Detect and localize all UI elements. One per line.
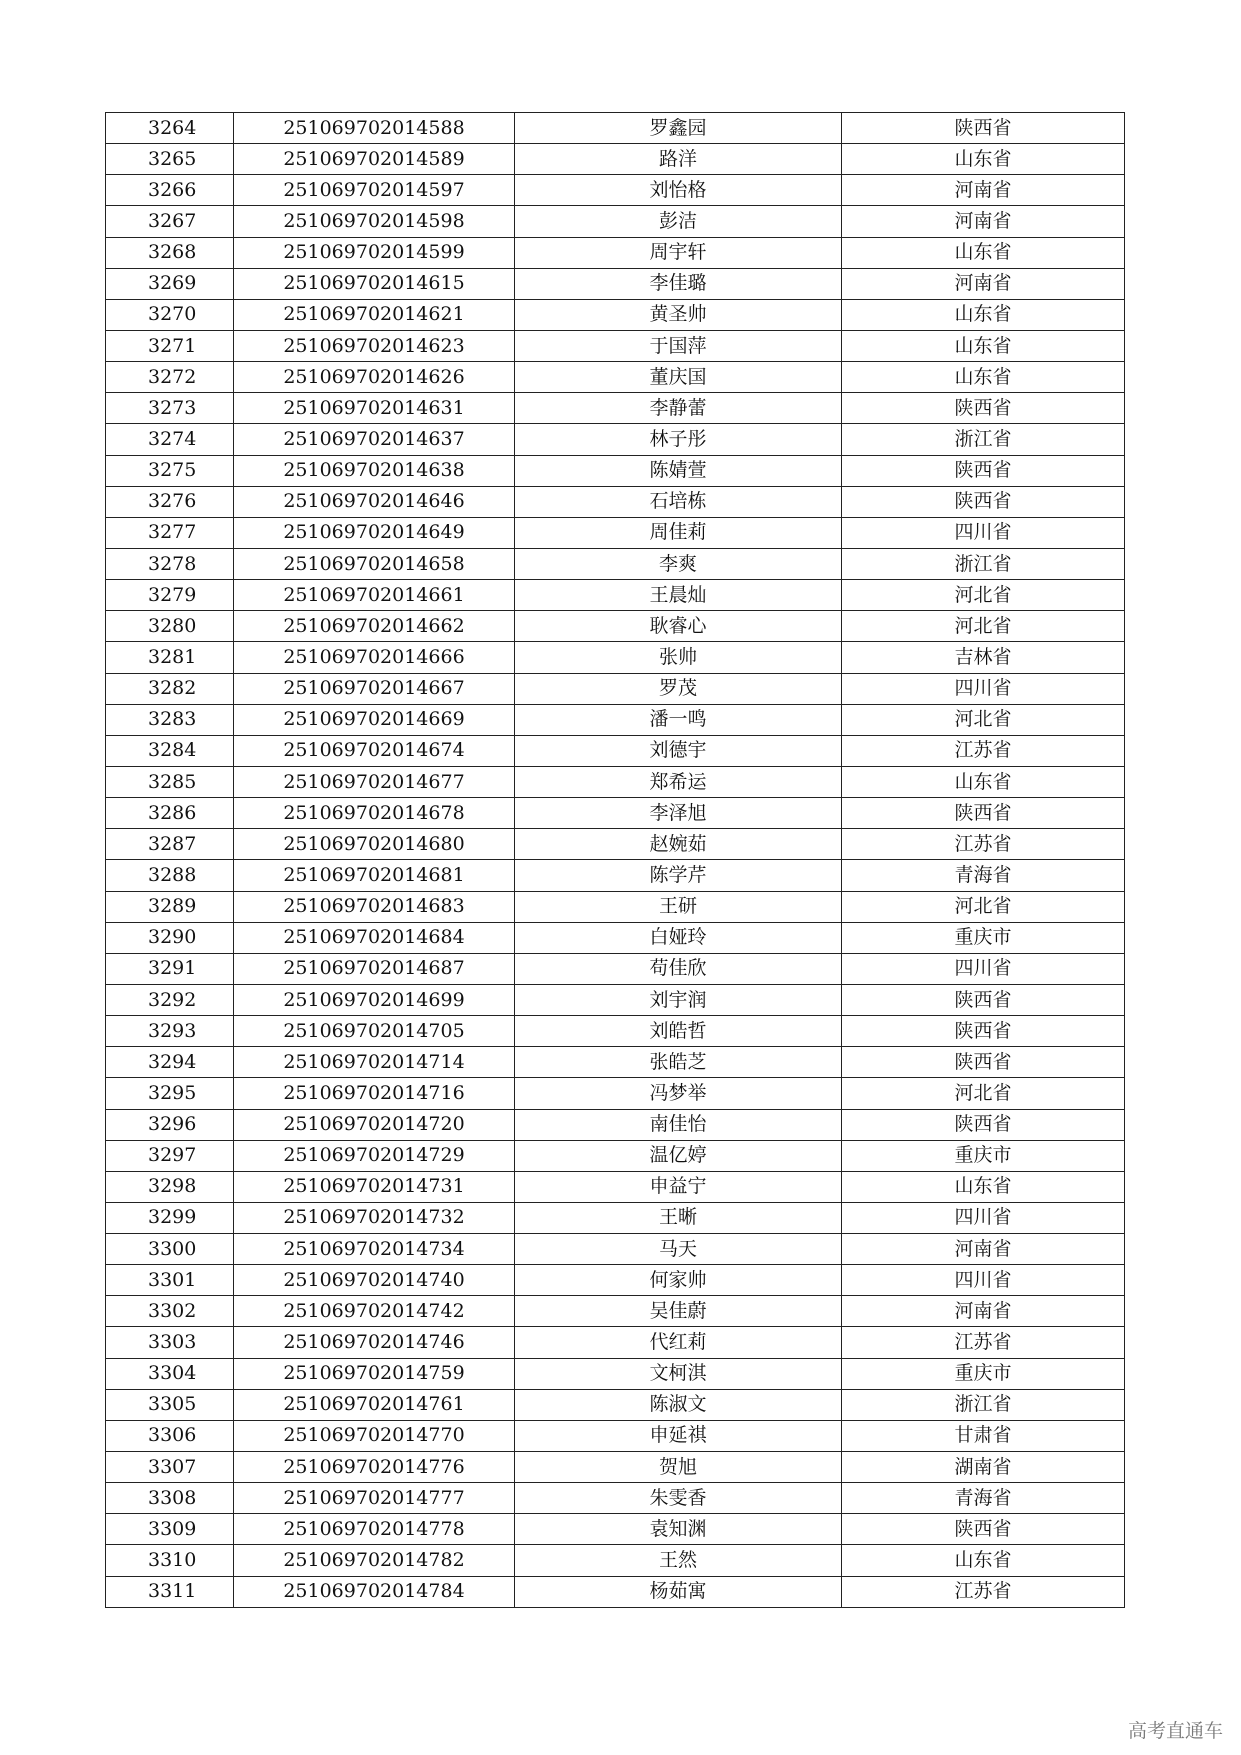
serial-number-cell: 3264 — [106, 113, 234, 144]
table-row — [106, 860, 1125, 891]
candidate-id-cell: 251069702014674 — [234, 735, 515, 766]
province-cell: 陕西省 — [842, 1109, 1125, 1140]
candidate-id-cell: 251069702014778 — [234, 1514, 515, 1545]
serial-number-cell: 3279 — [106, 580, 234, 611]
candidate-id-cell: 251069702014716 — [234, 1078, 515, 1109]
province-cell: 河北省 — [842, 611, 1125, 642]
table-row — [106, 1389, 1125, 1420]
province-cell: 青海省 — [842, 860, 1125, 891]
serial-number-cell: 3302 — [106, 1296, 234, 1327]
table-row — [106, 891, 1125, 922]
candidate-id-cell: 251069702014720 — [234, 1109, 515, 1140]
name-cell: 罗茂 — [515, 673, 842, 704]
province-cell: 山东省 — [842, 362, 1125, 393]
serial-number-cell: 3277 — [106, 517, 234, 548]
table-row — [106, 268, 1125, 299]
table-row — [106, 393, 1125, 424]
serial-number-cell: 3309 — [106, 1514, 234, 1545]
name-cell: 张帅 — [515, 642, 842, 673]
serial-number-cell: 3304 — [106, 1358, 234, 1389]
name-cell: 陈学芹 — [515, 860, 842, 891]
table-row — [106, 922, 1125, 953]
candidate-id-cell: 251069702014637 — [234, 424, 515, 455]
candidate-id-cell: 251069702014681 — [234, 860, 515, 891]
name-cell: 郑希运 — [515, 766, 842, 797]
name-cell: 李静蕾 — [515, 393, 842, 424]
serial-number-cell: 3290 — [106, 922, 234, 953]
serial-number-cell: 3291 — [106, 953, 234, 984]
candidate-id-cell: 251069702014683 — [234, 891, 515, 922]
table-row — [106, 548, 1125, 579]
serial-number-cell: 3269 — [106, 268, 234, 299]
province-cell: 山东省 — [842, 299, 1125, 330]
province-cell: 河南省 — [842, 1234, 1125, 1265]
candidate-id-cell: 251069702014649 — [234, 517, 515, 548]
name-cell: 袁知渊 — [515, 1514, 842, 1545]
table-row — [106, 455, 1125, 486]
serial-number-cell: 3267 — [106, 206, 234, 237]
table-row — [106, 735, 1125, 766]
serial-number-cell: 3266 — [106, 175, 234, 206]
name-cell: 代红莉 — [515, 1327, 842, 1358]
candidate-id-cell: 251069702014699 — [234, 984, 515, 1015]
table-row — [106, 1545, 1125, 1576]
candidate-id-cell: 251069702014731 — [234, 1171, 515, 1202]
serial-number-cell: 3310 — [106, 1545, 234, 1576]
name-cell: 黄圣帅 — [515, 299, 842, 330]
serial-number-cell: 3273 — [106, 393, 234, 424]
name-cell: 申益宁 — [515, 1171, 842, 1202]
candidate-id-cell: 251069702014687 — [234, 953, 515, 984]
candidate-id-cell: 251069702014677 — [234, 766, 515, 797]
serial-number-cell: 3299 — [106, 1202, 234, 1233]
name-cell: 董庆国 — [515, 362, 842, 393]
name-cell: 刘怡格 — [515, 175, 842, 206]
name-cell: 陈婧萱 — [515, 455, 842, 486]
table-row — [106, 1296, 1125, 1327]
serial-number-cell: 3306 — [106, 1420, 234, 1451]
candidate-id-cell: 251069702014746 — [234, 1327, 515, 1358]
province-cell: 河南省 — [842, 1296, 1125, 1327]
province-cell: 陕西省 — [842, 113, 1125, 144]
name-cell: 彭洁 — [515, 206, 842, 237]
candidate-id-cell: 251069702014588 — [234, 113, 515, 144]
serial-number-cell: 3274 — [106, 424, 234, 455]
name-cell: 潘一鸣 — [515, 704, 842, 735]
province-cell: 山东省 — [842, 766, 1125, 797]
name-cell: 石培栋 — [515, 486, 842, 517]
table-row — [106, 424, 1125, 455]
table-row — [106, 1576, 1125, 1607]
name-cell: 陈淑文 — [515, 1389, 842, 1420]
name-cell: 李泽旭 — [515, 798, 842, 829]
province-cell: 河北省 — [842, 704, 1125, 735]
serial-number-cell: 3303 — [106, 1327, 234, 1358]
province-cell: 重庆市 — [842, 922, 1125, 953]
province-cell: 河南省 — [842, 206, 1125, 237]
table-row — [106, 1452, 1125, 1483]
candidate-id-cell: 251069702014770 — [234, 1420, 515, 1451]
province-cell: 江苏省 — [842, 829, 1125, 860]
name-cell: 何家帅 — [515, 1265, 842, 1296]
table-row — [106, 1171, 1125, 1202]
province-cell: 浙江省 — [842, 548, 1125, 579]
serial-number-cell: 3297 — [106, 1140, 234, 1171]
serial-number-cell: 3286 — [106, 798, 234, 829]
candidate-id-cell: 251069702014666 — [234, 642, 515, 673]
serial-number-cell: 3271 — [106, 330, 234, 361]
table-row — [106, 642, 1125, 673]
name-cell: 张皓芝 — [515, 1047, 842, 1078]
candidate-id-cell: 251069702014729 — [234, 1140, 515, 1171]
serial-number-cell: 3300 — [106, 1234, 234, 1265]
serial-number-cell: 3308 — [106, 1483, 234, 1514]
serial-number-cell: 3284 — [106, 735, 234, 766]
table-row — [106, 829, 1125, 860]
candidate-id-cell: 251069702014759 — [234, 1358, 515, 1389]
serial-number-cell: 3265 — [106, 144, 234, 175]
serial-number-cell: 3272 — [106, 362, 234, 393]
province-cell: 甘肃省 — [842, 1420, 1125, 1451]
serial-number-cell: 3294 — [106, 1047, 234, 1078]
province-cell: 陕西省 — [842, 1514, 1125, 1545]
serial-number-cell: 3298 — [106, 1171, 234, 1202]
table-body — [106, 113, 1125, 1608]
candidate-id-cell: 251069702014680 — [234, 829, 515, 860]
province-cell: 江苏省 — [842, 1327, 1125, 1358]
candidate-id-cell: 251069702014782 — [234, 1545, 515, 1576]
serial-number-cell: 3280 — [106, 611, 234, 642]
province-cell: 江苏省 — [842, 735, 1125, 766]
candidate-id-cell: 251069702014599 — [234, 237, 515, 268]
name-cell: 林子彤 — [515, 424, 842, 455]
name-cell: 于国萍 — [515, 330, 842, 361]
name-cell: 朱雯香 — [515, 1483, 842, 1514]
serial-number-cell: 3283 — [106, 704, 234, 735]
serial-number-cell: 3305 — [106, 1389, 234, 1420]
province-cell: 陕西省 — [842, 486, 1125, 517]
name-cell: 李佳璐 — [515, 268, 842, 299]
province-cell: 陕西省 — [842, 984, 1125, 1015]
province-cell: 河南省 — [842, 268, 1125, 299]
province-cell: 浙江省 — [842, 424, 1125, 455]
candidate-id-cell: 251069702014623 — [234, 330, 515, 361]
province-cell: 陕西省 — [842, 1047, 1125, 1078]
name-cell: 白娅玲 — [515, 922, 842, 953]
table-row — [106, 798, 1125, 829]
serial-number-cell: 3292 — [106, 984, 234, 1015]
table-row — [106, 1078, 1125, 1109]
candidate-id-cell: 251069702014684 — [234, 922, 515, 953]
serial-number-cell: 3296 — [106, 1109, 234, 1140]
candidate-id-cell: 251069702014589 — [234, 144, 515, 175]
table-row — [106, 1265, 1125, 1296]
table-row — [106, 984, 1125, 1015]
candidate-id-cell: 251069702014705 — [234, 1016, 515, 1047]
candidate-id-cell: 251069702014776 — [234, 1452, 515, 1483]
candidate-id-cell: 251069702014646 — [234, 486, 515, 517]
table-row — [106, 580, 1125, 611]
province-cell: 山东省 — [842, 1545, 1125, 1576]
name-cell: 南佳怡 — [515, 1109, 842, 1140]
province-cell: 青海省 — [842, 1483, 1125, 1514]
table-row — [106, 1514, 1125, 1545]
province-cell: 陕西省 — [842, 393, 1125, 424]
name-cell: 贺旭 — [515, 1452, 842, 1483]
table-row — [106, 175, 1125, 206]
table-row — [106, 206, 1125, 237]
serial-number-cell: 3301 — [106, 1265, 234, 1296]
table-row — [106, 113, 1125, 144]
province-cell: 四川省 — [842, 673, 1125, 704]
name-cell: 刘宇润 — [515, 984, 842, 1015]
table-row — [106, 1202, 1125, 1233]
serial-number-cell: 3288 — [106, 860, 234, 891]
name-cell: 吴佳蔚 — [515, 1296, 842, 1327]
candidate-id-cell: 251069702014631 — [234, 393, 515, 424]
table-row — [106, 1358, 1125, 1389]
name-cell: 王研 — [515, 891, 842, 922]
name-cell: 刘皓哲 — [515, 1016, 842, 1047]
name-cell: 周宇轩 — [515, 237, 842, 268]
table-row — [106, 1016, 1125, 1047]
table-row — [106, 1047, 1125, 1078]
admission-list-table — [105, 112, 1125, 1608]
province-cell: 山东省 — [842, 144, 1125, 175]
table-row — [106, 673, 1125, 704]
name-cell: 路洋 — [515, 144, 842, 175]
province-cell: 吉林省 — [842, 642, 1125, 673]
serial-number-cell: 3270 — [106, 299, 234, 330]
candidate-id-cell: 251069702014740 — [234, 1265, 515, 1296]
province-cell: 山东省 — [842, 1171, 1125, 1202]
name-cell: 赵婉茹 — [515, 829, 842, 860]
name-cell: 申延祺 — [515, 1420, 842, 1451]
province-cell: 河北省 — [842, 1078, 1125, 1109]
province-cell: 四川省 — [842, 1202, 1125, 1233]
province-cell: 陕西省 — [842, 798, 1125, 829]
serial-number-cell: 3278 — [106, 548, 234, 579]
serial-number-cell: 3287 — [106, 829, 234, 860]
name-cell: 王晰 — [515, 1202, 842, 1233]
name-cell: 王然 — [515, 1545, 842, 1576]
serial-number-cell: 3289 — [106, 891, 234, 922]
table-row — [106, 486, 1125, 517]
table-row — [106, 362, 1125, 393]
candidate-id-cell: 251069702014732 — [234, 1202, 515, 1233]
name-cell: 杨茹寓 — [515, 1576, 842, 1607]
province-cell: 湖南省 — [842, 1452, 1125, 1483]
table-row — [106, 1483, 1125, 1514]
name-cell: 王晨灿 — [515, 580, 842, 611]
candidate-id-cell: 251069702014777 — [234, 1483, 515, 1514]
name-cell: 罗鑫园 — [515, 113, 842, 144]
serial-number-cell: 3275 — [106, 455, 234, 486]
table-row — [106, 1234, 1125, 1265]
candidate-id-cell: 251069702014784 — [234, 1576, 515, 1607]
name-cell: 李爽 — [515, 548, 842, 579]
province-cell: 江苏省 — [842, 1576, 1125, 1607]
serial-number-cell: 3285 — [106, 766, 234, 797]
province-cell: 河南省 — [842, 175, 1125, 206]
candidate-id-cell: 251069702014669 — [234, 704, 515, 735]
candidate-id-cell: 251069702014742 — [234, 1296, 515, 1327]
table-row — [106, 299, 1125, 330]
candidate-id-cell: 251069702014615 — [234, 268, 515, 299]
candidate-id-cell: 251069702014678 — [234, 798, 515, 829]
table-row — [106, 1327, 1125, 1358]
name-cell: 温亿婷 — [515, 1140, 842, 1171]
candidate-id-cell: 251069702014597 — [234, 175, 515, 206]
name-cell: 冯梦举 — [515, 1078, 842, 1109]
name-cell: 马天 — [515, 1234, 842, 1265]
table-row — [106, 611, 1125, 642]
candidate-id-cell: 251069702014667 — [234, 673, 515, 704]
serial-number-cell: 3295 — [106, 1078, 234, 1109]
table-row — [106, 144, 1125, 175]
name-cell: 耿睿心 — [515, 611, 842, 642]
province-cell: 浙江省 — [842, 1389, 1125, 1420]
table-row — [106, 704, 1125, 735]
province-cell: 河北省 — [842, 891, 1125, 922]
province-cell: 四川省 — [842, 517, 1125, 548]
table-row — [106, 953, 1125, 984]
table-row — [106, 766, 1125, 797]
serial-number-cell: 3307 — [106, 1452, 234, 1483]
candidate-id-cell: 251069702014714 — [234, 1047, 515, 1078]
candidate-id-cell: 251069702014638 — [234, 455, 515, 486]
candidate-id-cell: 251069702014661 — [234, 580, 515, 611]
province-cell: 四川省 — [842, 953, 1125, 984]
serial-number-cell: 3293 — [106, 1016, 234, 1047]
province-cell: 山东省 — [842, 237, 1125, 268]
province-cell: 重庆市 — [842, 1140, 1125, 1171]
serial-number-cell: 3268 — [106, 237, 234, 268]
table-row — [106, 1109, 1125, 1140]
table-row — [106, 1420, 1125, 1451]
province-cell: 四川省 — [842, 1265, 1125, 1296]
candidate-id-cell: 251069702014598 — [234, 206, 515, 237]
province-cell: 陕西省 — [842, 455, 1125, 486]
serial-number-cell: 3276 — [106, 486, 234, 517]
table-row — [106, 330, 1125, 361]
serial-number-cell: 3281 — [106, 642, 234, 673]
table-row — [106, 517, 1125, 548]
name-cell: 周佳莉 — [515, 517, 842, 548]
candidate-id-cell: 251069702014662 — [234, 611, 515, 642]
serial-number-cell: 3311 — [106, 1576, 234, 1607]
watermark-text: 高考直通车 — [1127, 1720, 1223, 1742]
province-cell: 山东省 — [842, 330, 1125, 361]
candidate-id-cell: 251069702014658 — [234, 548, 515, 579]
name-cell: 苟佳欣 — [515, 953, 842, 984]
name-cell: 文柯淇 — [515, 1358, 842, 1389]
serial-number-cell: 3282 — [106, 673, 234, 704]
table-row — [106, 237, 1125, 268]
candidate-id-cell: 251069702014734 — [234, 1234, 515, 1265]
table-row — [106, 1140, 1125, 1171]
candidate-id-cell: 251069702014761 — [234, 1389, 515, 1420]
province-cell: 河北省 — [842, 580, 1125, 611]
candidate-id-cell: 251069702014621 — [234, 299, 515, 330]
name-cell: 刘德宇 — [515, 735, 842, 766]
candidate-id-cell: 251069702014626 — [234, 362, 515, 393]
province-cell: 重庆市 — [842, 1358, 1125, 1389]
province-cell: 陕西省 — [842, 1016, 1125, 1047]
